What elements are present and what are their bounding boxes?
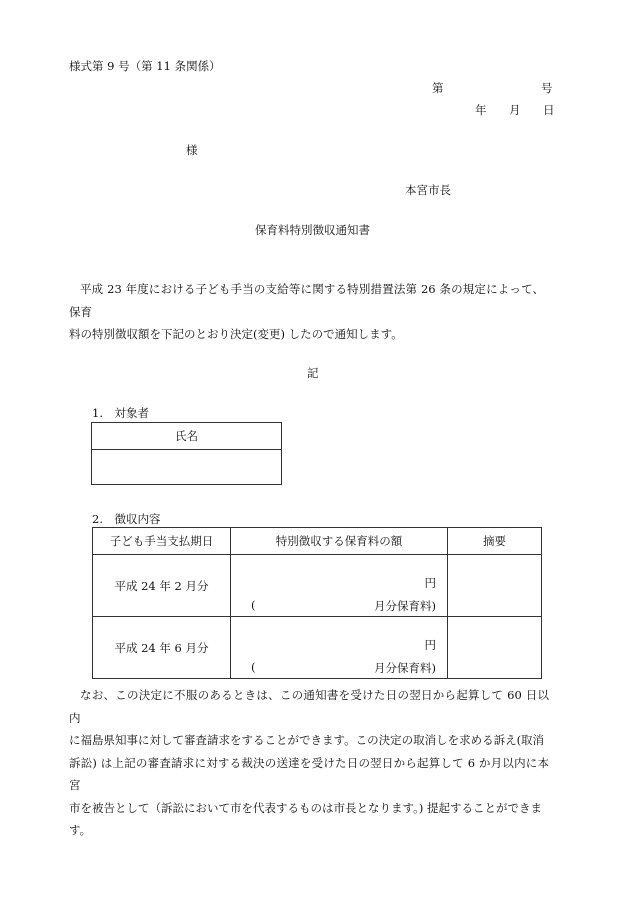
section1-heading: 1. 対象者 — [92, 406, 149, 420]
col-header-remarks: 摘要 — [448, 528, 542, 555]
body-line-2: 料の特別徴収額を下記のとおり決定(変更) したので通知します。 — [69, 327, 403, 341]
month-note: 月分保育料) — [374, 599, 436, 613]
collection-table — [92, 527, 542, 679]
notice-line-4: 市を被告として（訴訟において市を代表するものは市長となります。) 提起することができま — [69, 800, 542, 815]
col-header-amount: 特別徴収する保育料の額 — [231, 528, 448, 555]
form-number: 様式第 9 号（第 11 条関係） — [69, 59, 221, 73]
ki-mark: 記 — [307, 366, 319, 380]
body-paragraph — [69, 278, 544, 346]
body-line-1: 平成 23 年度における子ども手当の支給等に関する特別措置法第 26 条の規定によって、保育 — [69, 282, 544, 319]
recipient-honorific: 様 — [186, 143, 198, 157]
col-header-payment-date: 子ども手当支払期日 — [93, 528, 231, 555]
section2-heading: 2. 徴収内容 — [92, 512, 161, 526]
amount-cell[interactable] — [231, 555, 448, 617]
notice-line-3: 訴訟) は上記の審査請求に対する裁決の送達を受けた日の翌日から起算して 6 か月以内に本宮 — [69, 755, 549, 792]
notice-line-5: す。 — [69, 823, 92, 837]
paren-open: ( — [251, 660, 256, 674]
payment-date-cell: 平成 24 年 2 月分 — [93, 555, 231, 617]
doc-number-prefix: 第 — [432, 81, 444, 95]
yen-unit: 円 — [424, 576, 436, 590]
amount-cell[interactable] — [231, 617, 448, 679]
appeal-notice — [69, 684, 549, 842]
table-row — [93, 617, 542, 679]
issuer-name: 本宮市長 — [405, 183, 451, 197]
yen-unit: 円 — [424, 638, 436, 652]
remarks-cell[interactable] — [448, 617, 542, 679]
target-person-table — [91, 422, 282, 485]
month-note: 月分保育料) — [374, 661, 436, 675]
notice-line-1: なお、この決定に不服のあるときは、この通知書を受けた日の翌日から起算して 60 日以内 — [69, 688, 549, 725]
name-value-cell[interactable] — [92, 450, 282, 485]
name-header-cell: 氏名 — [92, 423, 282, 450]
date-month: 月 — [509, 103, 521, 117]
date-year: 年 — [475, 103, 487, 117]
table-row — [93, 555, 542, 617]
remarks-cell[interactable] — [448, 555, 542, 617]
paren-open: ( — [251, 598, 256, 612]
doc-number-suffix: 号 — [541, 81, 553, 95]
payment-date-cell: 平成 24 年 6 月分 — [93, 617, 231, 679]
document-title: 保育料特別徴収通知書 — [255, 223, 370, 237]
date-day: 日 — [543, 103, 555, 117]
notice-line-2: に福島県知事に対して審査請求をすることができます。この決定の取消しを求める訴え(取消 — [69, 733, 545, 747]
